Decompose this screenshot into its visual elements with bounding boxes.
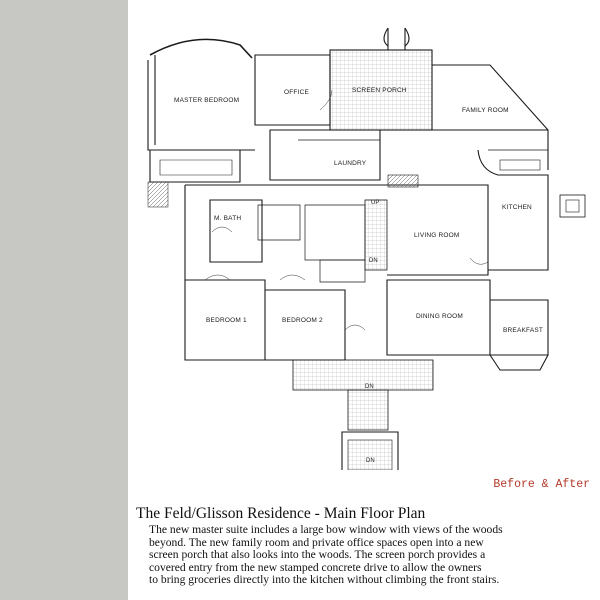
room-label-bedroom-1: BEDROOM 1 xyxy=(206,317,247,324)
stair-label-dn-porch: DN xyxy=(365,384,374,390)
room-label-bedroom-2: BEDROOM 2 xyxy=(282,317,323,324)
room-label-breakfast: BREAKFAST xyxy=(503,327,544,334)
caption-line: beyond. The new family room and private office spaces open into a new xyxy=(149,535,484,549)
room-label-living-room: LIVING ROOM xyxy=(414,232,460,239)
stair-label-up: UP xyxy=(371,200,380,206)
stair-label-dn-interior: DN xyxy=(369,258,378,264)
room-label-master-bedroom: MASTER BEDROOM xyxy=(174,97,240,104)
room-label-family-room: FAMILY ROOM xyxy=(462,107,509,114)
exterior-walls xyxy=(148,28,585,470)
caption-line: The new master suite includes a large bow window with views of the woods xyxy=(149,523,503,536)
caption-block xyxy=(134,505,596,600)
room-label-screen-porch: SCREEN PORCH xyxy=(352,87,407,94)
before-after-badge: Before & After xyxy=(493,478,590,491)
caption-body xyxy=(134,524,596,587)
floor-plan-drawing xyxy=(128,0,600,470)
caption-line: to bring groceries directly into the kitchen without climbing the front stairs. xyxy=(149,573,500,587)
caption-title: The Feld/Glisson Residence - Main Floor Plan xyxy=(136,505,426,522)
caption-line: covered entry from the new stamped concrete drive to allow the owners xyxy=(149,560,482,574)
room-label-kitchen: KITCHEN xyxy=(502,204,532,211)
room-label-laundry: LAUNDRY xyxy=(334,160,367,167)
room-label-dining-room: DINING ROOM xyxy=(416,313,463,320)
left-gray-sidebar xyxy=(0,0,128,600)
floor-plan-svg xyxy=(128,0,600,470)
caption-line: screen porch that also looks into the woods. The screen porch provides a xyxy=(149,548,486,562)
stair-label-dn-front: DN xyxy=(366,458,375,464)
room-label-office: OFFICE xyxy=(284,89,310,96)
room-label-m-bath: M. BATH xyxy=(214,215,242,222)
